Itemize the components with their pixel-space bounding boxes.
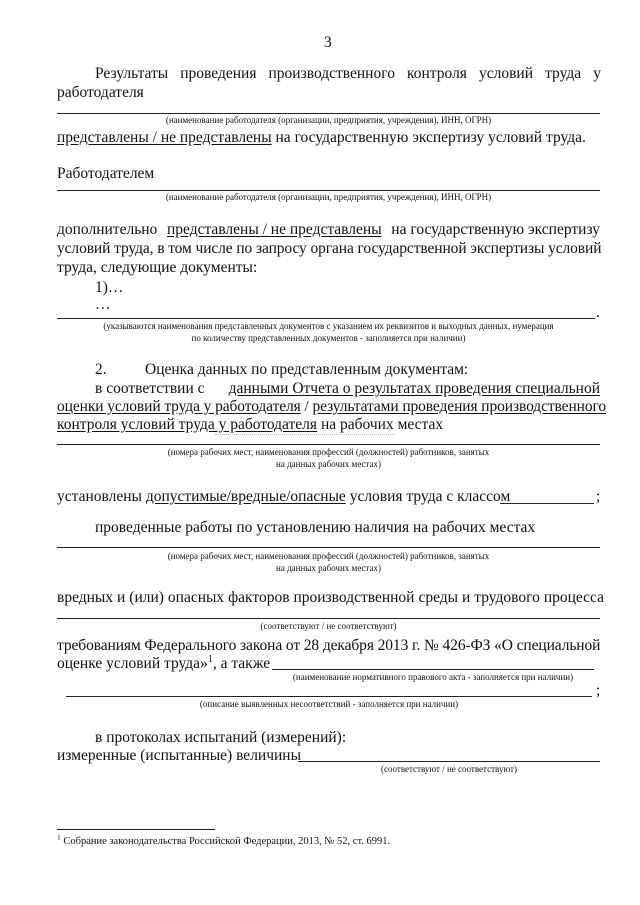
normative-act-caption: (наименование нормативного правового акта - заполняется при наличии)	[292, 672, 574, 682]
class-field[interactable]	[500, 503, 594, 504]
factors-word: среды	[418, 589, 459, 606]
normative-act-line[interactable]	[272, 669, 594, 670]
factors-word: опасных	[167, 589, 225, 606]
conformity-caption-2: (соответствуют / не соответствуют)	[381, 764, 517, 774]
page-number: 3	[324, 34, 332, 51]
additional-line-2: условий труда, в том числе по запросу органа государственной экспертизы условий	[57, 240, 602, 257]
law-line-1: требованиям Федерального закона от 28 декабря 2013 г. № 426-ФЗ «О специальной	[57, 637, 601, 654]
submitted-rest: на государственную экспертизу условий труда.	[271, 129, 586, 146]
law-suffix: , а также	[212, 655, 271, 672]
employer-name-caption-2: (наименование работодателя (организации, предприятия, учреждения), ИНН, ОГРН)	[165, 192, 492, 202]
footnote-separator	[57, 829, 215, 830]
established-end: ;	[596, 488, 601, 505]
factors-word: производственной	[293, 589, 415, 606]
footnote-mark: 1	[57, 832, 61, 842]
workplaces-line-1[interactable]	[57, 444, 600, 445]
assessment-line-3	[57, 415, 443, 434]
employer-label: Работодателем	[57, 165, 155, 182]
nonconformity-semicolon: ;	[596, 682, 601, 699]
employer-name-line-1[interactable]	[57, 113, 600, 114]
factors-word: факторов	[228, 589, 290, 606]
employer-name-caption-1: (наименование работодателя (организации, предприятия, учреждения), ИНН, ОГРН)	[165, 115, 492, 125]
footnote-ref[interactable]: 1	[207, 653, 213, 665]
heading-word: производственного	[268, 65, 395, 82]
factors-word: вредных	[57, 589, 114, 606]
additional-suffix: на государственную экспертизу	[391, 221, 600, 238]
additional-line-1	[57, 220, 600, 239]
established-suffix: условия труда с классом	[345, 488, 511, 505]
document-item-more: …	[95, 296, 111, 313]
documents-line-end: .	[596, 304, 600, 321]
factors-line	[57, 588, 604, 607]
works-line: проведенные работы по установлению наличия на рабочих местах	[95, 519, 536, 536]
factors-word: и	[462, 589, 471, 606]
footnote-text: Собрание законодательства Российской Федерации, 2013, № 52, ст. 6991.	[60, 836, 391, 847]
heading-word: труда	[545, 65, 582, 82]
assessment-line-1	[95, 379, 600, 398]
document-item-1: 1)…	[95, 279, 124, 296]
workplaces-suffix: на рабочих местах	[317, 416, 444, 433]
nonconformity-line[interactable]	[66, 696, 592, 697]
heading-word: условий	[479, 65, 534, 82]
established-line	[57, 487, 510, 506]
workplaces-caption-1b: на данных рабочих местах)	[276, 459, 381, 469]
scan-speck	[215, 434, 395, 435]
report-link[interactable]: данными Отчета о результатах проведения специальной	[228, 380, 600, 397]
section-2-number: 2.	[95, 361, 107, 378]
factors-word: трудового	[474, 589, 540, 606]
measured-field[interactable]	[298, 761, 600, 762]
results-heading	[95, 64, 601, 83]
control-link[interactable]: контроля условий труда у работодателя	[57, 416, 318, 433]
heading-word: проведения	[180, 65, 257, 82]
protocols-line: в протоколах испытаний (измерений):	[95, 729, 347, 746]
link-separator: /	[300, 398, 313, 415]
heading-word: Результаты	[95, 65, 169, 82]
additional-line-3: труда, следующие документы:	[57, 259, 258, 276]
sout-link[interactable]: оценки условий труда у работодателя	[57, 398, 301, 415]
workplaces-line-2[interactable]	[57, 547, 600, 548]
established-prefix: установлены	[57, 488, 146, 505]
measured-line: измеренные (испытанные) величины	[57, 747, 302, 764]
workplaces-caption-2a: (номера рабочих мест, наименования профессий (должностей) работников, занятых	[167, 551, 490, 561]
results-heading-cont: работодателя	[57, 84, 144, 101]
section-2-title: Оценка данных по представленным документам:	[145, 361, 469, 378]
assessment-line-2	[57, 397, 606, 416]
nonconformity-caption: (описание выявленных несоответствий - заполняется при наличии)	[199, 699, 459, 709]
factors-word: процесса	[543, 589, 604, 606]
submitted-line	[57, 128, 586, 147]
conformity-line-1[interactable]	[57, 618, 600, 619]
additional-prefix: дополнительно	[57, 221, 158, 238]
documents-caption-1: (указываются наименования представленных документов с указанием их реквизитов и выходных данных, нумерация	[103, 321, 554, 331]
additional-options[interactable]: представлены / не представлены	[166, 221, 382, 238]
submitted-options[interactable]: представлены / не представлены	[57, 129, 272, 146]
footnote	[57, 832, 391, 848]
documents-caption-2: по количеству представленных документов - заполняется при наличии)	[191, 333, 466, 343]
assessment-prefix: в соответствии с	[95, 380, 205, 397]
production-control-link[interactable]: результатами проведения производственного	[312, 398, 607, 415]
factors-word: и	[117, 589, 126, 606]
employer-name-line-2[interactable]	[57, 190, 600, 191]
heading-word: у	[593, 65, 601, 82]
conformity-caption-1: (соответствуют / не соответствуют)	[260, 621, 397, 631]
factors-word: (или)	[129, 589, 164, 606]
workplaces-caption-1a: (номера рабочих мест, наименования профессий (должностей) работников, занятых	[167, 447, 490, 457]
workplaces-caption-2b: на данных рабочих местах)	[276, 563, 381, 573]
law-name: оценке условий труда»	[57, 655, 208, 672]
established-options[interactable]: допустимые/вредные/опасные	[145, 488, 346, 505]
heading-word: контроля	[407, 65, 467, 82]
documents-line[interactable]	[57, 318, 595, 319]
law-line-2	[57, 654, 270, 673]
